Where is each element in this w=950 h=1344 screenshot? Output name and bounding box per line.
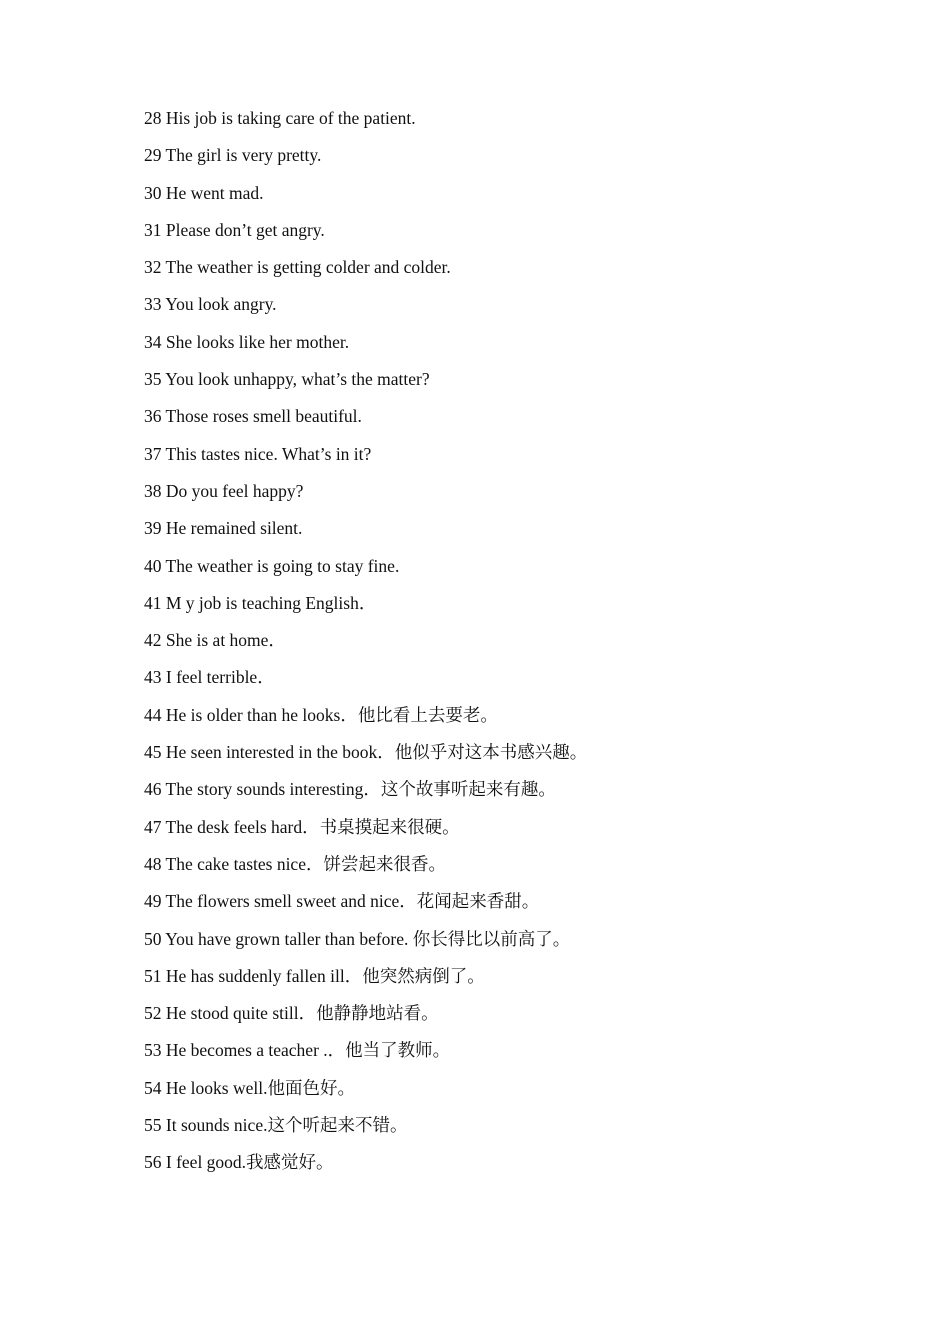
sentence-line: 49 The flowers smell sweet and nice．花闻起来香甜。 — [144, 891, 540, 912]
sentence-line: 28 His job is taking care of the patient. — [144, 108, 416, 128]
sentence-line: 47 The desk feels hard．书桌摸起来很硬。 — [144, 816, 460, 837]
sentence-line: 34 She looks like her mother. — [144, 331, 350, 352]
sentence-line: 40 The weather is going to stay fine. — [144, 555, 400, 576]
sentence-line: 54 He looks well.他面色好。 — [144, 1077, 355, 1098]
sentence-line: 39 He remained silent. — [144, 518, 303, 539]
sentence-line: 51 He has suddenly fallen ill．他突然病倒了。 — [144, 965, 485, 986]
sentence-line: 55 It sounds nice.这个听起来不错。 — [144, 1115, 408, 1136]
sentence-line: 37 This tastes nice. What’s in it? — [144, 443, 372, 464]
sentence-line: 46 The story sounds interesting．这个故事听起来有趣。 — [144, 779, 556, 800]
sentence-line: 30 He went mad. — [144, 182, 264, 203]
sentence-line: 36 Those roses smell beautiful. — [144, 406, 362, 427]
sentence-line: 33 You look angry. — [144, 294, 277, 315]
sentence-line: 35 You look unhappy, what’s the matter? — [144, 369, 430, 390]
sentence-line: 38 Do you feel happy? — [144, 480, 304, 501]
sentence-line: 53 He becomes a teacher .．他当了教师。 — [144, 1040, 451, 1061]
sentence-list — [144, 105, 587, 1187]
sentence-line: 29 The girl is very pretty. — [144, 145, 322, 166]
sentence-line: 42 She is at home． — [144, 630, 286, 651]
sentence-line: 48 The cake tastes nice．饼尝起来很香。 — [144, 853, 446, 874]
sentence-line: 52 He stood quite still．他静静地站看。 — [144, 1003, 439, 1024]
sentence-line: 50 You have grown taller than before. 你长得比以前高了。 — [144, 928, 571, 949]
sentence-line: 44 He is older than he looks．他比看上去要老。 — [144, 704, 498, 725]
sentence-line: 45 He seen interested in the book．他似乎对这本书感兴趣。 — [144, 742, 588, 763]
sentence-line: 32 The weather is getting colder and colder. — [144, 257, 451, 278]
sentence-line: 41 M y job is teaching English． — [144, 592, 377, 613]
sentence-line: 56 I feel good.我感觉好。 — [144, 1152, 334, 1173]
sentence-line: 43 I feel terrible． — [144, 667, 275, 688]
sentence-line: 31 Please don’t get angry. — [144, 219, 325, 240]
